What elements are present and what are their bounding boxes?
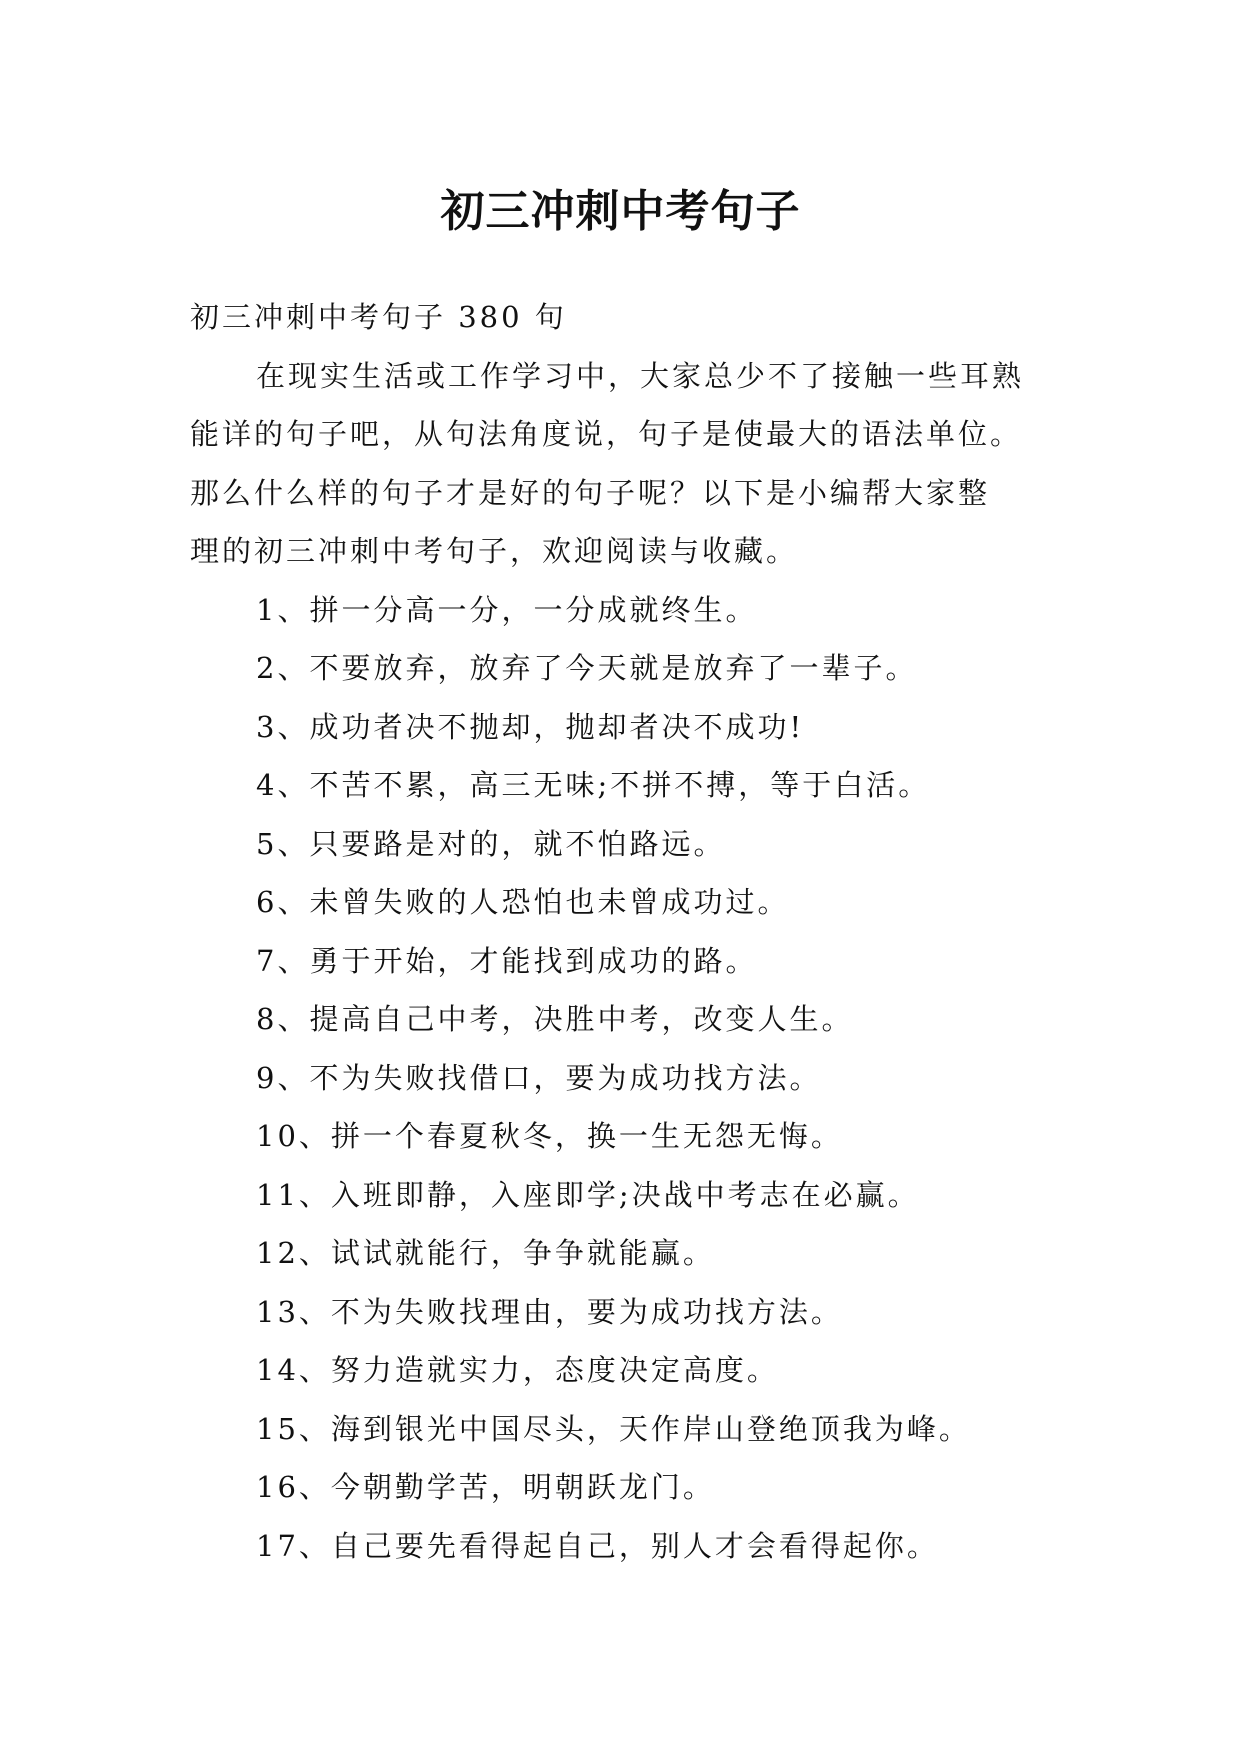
quote-item-9: 9、不为失败找借口，要为成功找方法。 [256,1060,822,1095]
intro-line: 那么什么样的句子才是好的句子呢？以下是小编帮大家整 [190,475,991,510]
quote-item-15: 15、海到银光中国尽头，天作岸山登绝顶我为峰。 [256,1411,971,1446]
quote-item-7: 7、勇于开始，才能找到成功的路。 [256,943,758,978]
quote-item-6: 6、未曾失败的人恐怕也未曾成功过。 [256,885,790,919]
intro-line: 理的初三冲刺中考句子，欢迎阅读与收藏。 [190,534,799,568]
document-body [190,288,1070,1575]
quote-item-16: 16、今朝勤学苦，明朝跃龙门。 [256,1470,715,1504]
intro-line: 能详的句子吧，从句法角度说，句子是使最大的语法单位。 [190,417,1023,451]
quote-item-13: 13、不为失败找理由，要为成功找方法。 [256,1294,843,1329]
quote-item-12: 12、试试就能行，争争就能赢。 [256,1236,715,1270]
quote-item-11: 11、入班即静，入座即学;决战中考志在必赢。 [256,1177,920,1212]
quote-item-2: 2、不要放弃，放弃了今天就是放弃了一辈子。 [256,651,918,685]
document-subtitle: 初三冲刺中考句子 380 句 [190,300,567,334]
quote-item-1: 1、拼一分高一分，一分成就终生。 [256,592,758,627]
quote-item-14: 14、努力造就实力，态度决定高度。 [256,1353,779,1387]
quote-item-5: 5、只要路是对的，就不怕路远。 [256,826,726,861]
quote-item-8: 8、提高自己中考，决胜中考，改变人生。 [256,1002,854,1036]
quote-item-3: 3、成功者决不抛却，抛却者决不成功! [256,709,805,744]
quote-item-10: 10、拼一个春夏秋冬，换一生无怨无悔。 [256,1119,843,1153]
document-title: 初三冲刺中考句子 [440,186,801,238]
quote-item-17: 17、自己要先看得起自己，别人才会看得起你。 [256,1528,939,1563]
quote-item-4: 4、不苦不累，高三无味;不拼不搏，等于白活。 [256,768,931,802]
intro-line: 在现实生活或工作学习中，大家总少不了接触一些耳熟 [256,358,1025,393]
